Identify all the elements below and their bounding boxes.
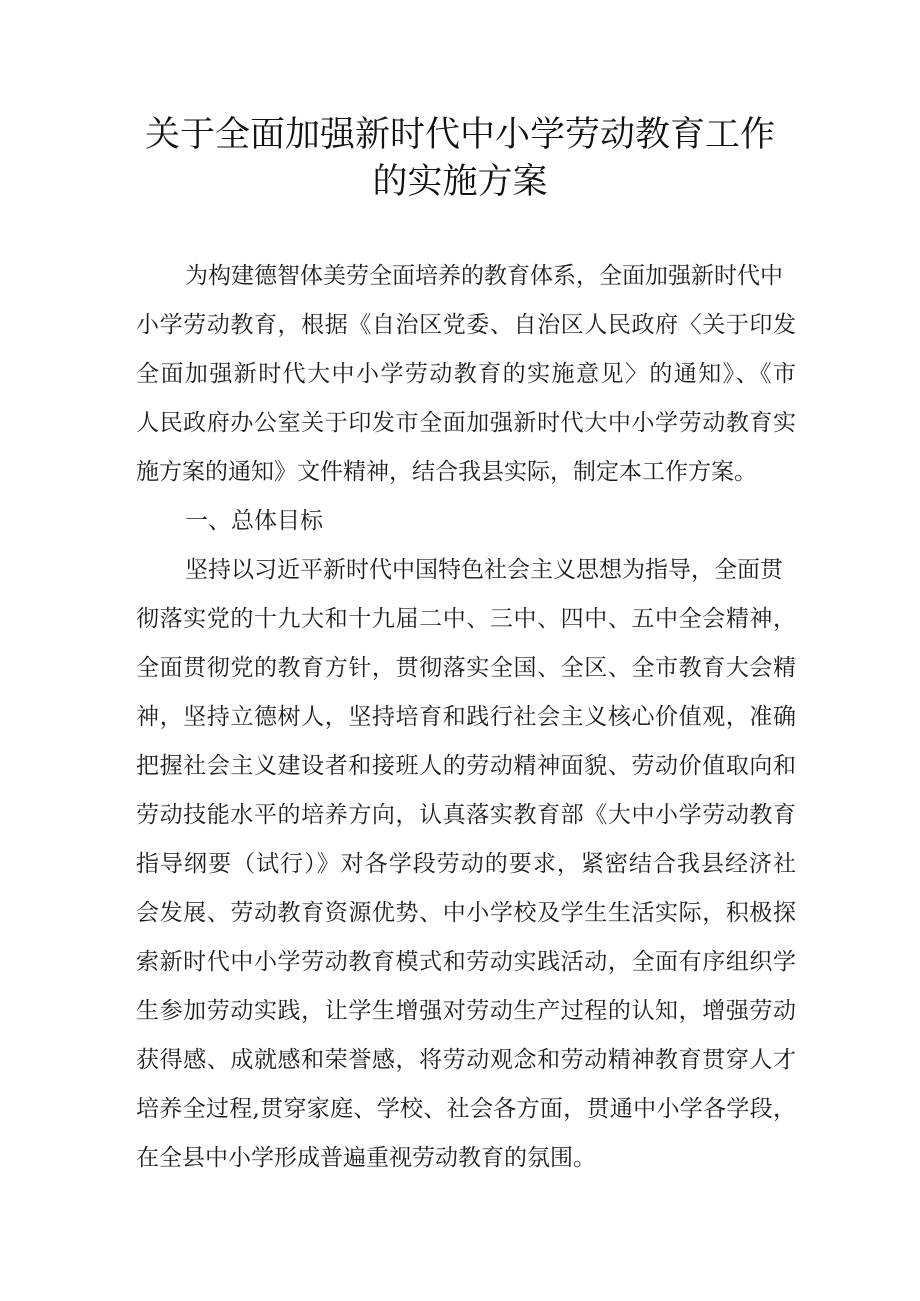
paragraph-1-line: 小学劳动教育，根据《自治区党委、自治区人民政府〈关于印发	[136, 312, 796, 338]
paragraph-2-line: 劳动技能水平的培养方向，认真落实教育部《大中小学劳动教育	[136, 802, 796, 828]
paragraph-2-line: 把握社会主义建设者和接班人的劳动精神面貌、劳动价值取向和	[136, 753, 796, 779]
paragraph-2-line: 会发展、劳动教育资源优势、中小学校及学生生活实际，积极探	[136, 900, 796, 926]
paragraph-2-line: 获得感、成就感和荣誉感，将劳动观念和劳动精神教育贯穿人才	[136, 1047, 796, 1073]
paragraph-2-line: 神，坚持立德树人，坚持培育和践行社会主义核心价值观，准确	[136, 704, 796, 730]
paragraph-2-line: 彻落实党的十九大和十九届二中、三中、四中、五中全会精神，	[136, 606, 796, 632]
paragraph-1-line: 人民政府办公室关于印发市全面加强新时代大中小学劳动教育实	[136, 410, 796, 436]
paragraph-1-line: 全面加强新时代大中小学劳动教育的实施意见〉的通知》、《市	[136, 361, 796, 387]
paragraph-2-line: 坚持以习近平新时代中国特色社会主义思想为指导，全面贯	[185, 557, 783, 583]
paragraph-1-line: 施方案的通知》文件精神，结合我县实际，制定本工作方案。	[136, 459, 757, 485]
paragraph-1-line: 为构建德智体美劳全面培养的教育体系，全面加强新时代中	[185, 263, 783, 289]
paragraph-2-line: 在全县中小学形成普遍重视劳动教育的氛围。	[136, 1145, 596, 1171]
paragraph-2-line: 生参加劳动实践，让学生增强对劳动生产过程的认知，增强劳动	[136, 998, 796, 1024]
paragraph-2-line: 培养全过程,贯穿家庭、学校、社会各方面，贯通中小学各学段，	[136, 1096, 796, 1122]
document-title-line-1: 关于全面加强新时代中小学劳动教育工作	[144, 115, 775, 155]
paragraph-2-line: 指导纲要（试行）》对各学段劳动的要求，紧密结合我县经济社	[136, 851, 796, 877]
paragraph-2-line: 索新时代中小学劳动教育模式和劳动实践活动，全面有序组织学	[136, 949, 796, 975]
paragraph-2-line: 全面贯彻党的教育方针，贯彻落实全国、全区、全市教育大会精	[136, 655, 796, 681]
document-title-line-2: 的实施方案	[372, 162, 548, 202]
section-heading: 一、总体目标	[185, 508, 323, 534]
